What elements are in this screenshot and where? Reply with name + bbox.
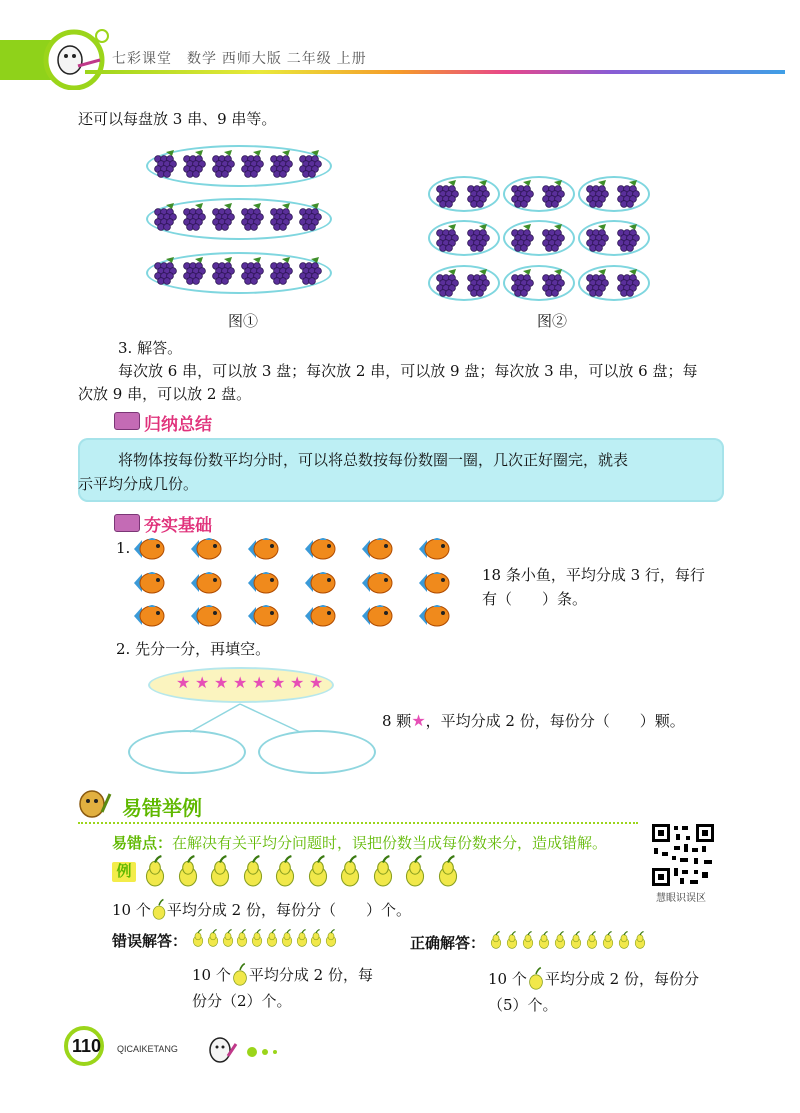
answer-line-2: 次放 9 串，可以放 2 盘。 — [78, 385, 252, 403]
summary-title: 归纳总结 — [144, 415, 212, 434]
star-icon: ★ — [290, 673, 305, 692]
pear-icon — [151, 898, 167, 920]
right-suffix: 平均分成 2 份，每份分 — [544, 970, 699, 988]
summary-line-1: 将物体按每份数平均分时，可以将总数按每份数圈一圈，几次正好圈完，就表 — [118, 451, 629, 469]
figure-1-label: 图① — [228, 312, 259, 330]
star-icon: ★ — [233, 673, 248, 692]
pear-icon — [209, 855, 231, 887]
grape-icon — [465, 269, 491, 297]
grape-icon — [615, 224, 641, 252]
pear-icon — [266, 929, 278, 947]
pear-icon — [251, 929, 263, 947]
pear-icon — [586, 931, 598, 949]
grape-icon — [540, 224, 566, 252]
star-icon: ★ — [309, 673, 324, 692]
grape-icon — [540, 180, 566, 208]
grape-icon — [210, 150, 236, 178]
grape-icon — [210, 257, 236, 285]
grape-icon — [615, 269, 641, 297]
pear-icon — [527, 966, 545, 990]
pear-icon — [207, 929, 219, 947]
q1-line-2: 有（ ）条。 — [482, 590, 588, 608]
pear-icon — [602, 931, 614, 949]
fish-icon — [417, 536, 451, 562]
example-badge: 例 — [112, 862, 136, 882]
example-question — [112, 898, 411, 921]
grape-icon — [509, 224, 535, 252]
header-rainbow-line — [85, 70, 785, 74]
grape-icon — [434, 180, 460, 208]
star-icon: ★ — [252, 673, 267, 692]
fish-icon — [189, 603, 223, 629]
wrong-prefix: 10 个 — [192, 966, 231, 984]
grape-icon — [239, 150, 265, 178]
footer-brand: QICAIKETANG — [117, 1044, 178, 1054]
pear-icon — [281, 929, 293, 947]
right-line-1 — [488, 966, 699, 990]
grape-icon — [584, 269, 610, 297]
wrong-line-1 — [192, 962, 373, 986]
fish-icon — [360, 570, 394, 596]
fish-icon — [303, 603, 337, 629]
grape-icon — [181, 203, 207, 231]
pear-icon — [310, 929, 322, 947]
answer-heading: 3. 解答。 — [118, 339, 183, 357]
grape-icon — [297, 257, 323, 285]
summary-line-2: 示平均分成几份。 — [78, 475, 199, 493]
basics-title: 夯实基础 — [144, 516, 212, 535]
q2-text — [382, 710, 685, 732]
fish-icon — [360, 603, 394, 629]
q2-prefix: 8 颗 — [382, 712, 412, 730]
pear-icon — [538, 931, 550, 949]
star-icon: ★ — [176, 673, 191, 692]
right-prefix: 10 个 — [488, 970, 527, 988]
star-icon: ★ — [271, 673, 286, 692]
thinking-mascot-icon — [76, 784, 112, 820]
errors-title: 易错举例 — [122, 798, 202, 820]
star-icon: ★ — [195, 673, 210, 692]
fish-icon — [417, 603, 451, 629]
star-icon: ★ — [411, 711, 426, 730]
q2-heading: 2. 先分一分，再填空。 — [116, 640, 271, 658]
mascot-footer-icon — [200, 1030, 290, 1076]
intro-text: 还可以每盘放 3 串、9 串等。 — [78, 110, 277, 128]
header-title: 七彩课堂 数学 西师大版 二年级 上册 — [112, 50, 367, 66]
error-point-text: 在解决有关平均分问题时，误把份数当成每份数来分，造成错解。 — [172, 834, 608, 852]
fish-icon — [132, 570, 166, 596]
error-point — [112, 832, 607, 855]
pear-icon — [177, 855, 199, 887]
pear-icon — [222, 929, 234, 947]
question-prefix: 10 个 — [112, 901, 151, 919]
pear-icon — [274, 855, 296, 887]
fish-icon — [360, 536, 394, 562]
grape-icon — [297, 203, 323, 231]
pear-icon — [144, 855, 166, 887]
pear-icon — [506, 931, 518, 949]
grape-icon — [210, 203, 236, 231]
fish-icon — [246, 536, 280, 562]
empty-group-oval — [128, 730, 246, 774]
pear-icon — [372, 855, 394, 887]
grape-icon — [509, 180, 535, 208]
fish-icon — [303, 570, 337, 596]
wrong-label: 错误解答： — [112, 933, 188, 950]
fish-icon — [246, 603, 280, 629]
figure-2-label: 图② — [537, 312, 568, 330]
grape-icon — [239, 203, 265, 231]
fish-icon — [189, 536, 223, 562]
grape-icon — [297, 150, 323, 178]
pear-icon — [231, 962, 249, 986]
grape-icon — [152, 257, 178, 285]
book-icon — [114, 514, 140, 532]
pear-icon — [437, 855, 459, 887]
dotted-divider — [78, 822, 638, 824]
grape-icon — [434, 269, 460, 297]
pear-icon — [307, 855, 329, 887]
right-line-2: （5）个。 — [488, 996, 558, 1014]
q2-suffix: ，平均分成 2 份，每份分（ ）颗。 — [425, 712, 685, 730]
pear-icon — [404, 855, 426, 887]
q1-number: 1. — [116, 539, 131, 557]
grape-icon — [434, 224, 460, 252]
pear-icon — [242, 855, 264, 887]
page-number: 110 — [72, 1036, 102, 1056]
qr-caption: 慧眼识误区 — [656, 893, 706, 904]
mascot-logo-icon — [40, 26, 110, 90]
grape-icon — [181, 257, 207, 285]
answer-line-1: 每次放 6 串，可以放 3 盘；每次放 2 串，可以放 9 盘；每次放 3 串，可以放 6 盘；每 — [118, 362, 698, 380]
grape-icon — [509, 269, 535, 297]
grape-icon — [181, 150, 207, 178]
grape-icon — [268, 257, 294, 285]
fish-icon — [246, 570, 280, 596]
pear-icon — [522, 931, 534, 949]
fish-icon — [132, 603, 166, 629]
empty-group-oval — [258, 730, 376, 774]
wrong-suffix: 平均分成 2 份，每 — [248, 966, 373, 984]
question-suffix: 平均分成 2 份，每份分（ ）个。 — [166, 901, 411, 919]
grape-icon — [152, 150, 178, 178]
star-icon: ★ — [214, 673, 229, 692]
pear-icon — [554, 931, 566, 949]
pear-icon — [570, 931, 582, 949]
grape-icon — [584, 180, 610, 208]
pear-icon — [236, 929, 248, 947]
qr-code-icon[interactable] — [650, 822, 716, 888]
error-point-label: 易错点： — [112, 835, 173, 852]
grape-icon — [268, 150, 294, 178]
pear-icon — [339, 855, 361, 887]
fish-icon — [189, 570, 223, 596]
fish-icon — [417, 570, 451, 596]
grape-icon — [584, 224, 610, 252]
book-icon — [114, 412, 140, 430]
fish-icon — [132, 536, 166, 562]
q1-line-1: 18 条小鱼，平均分成 3 行，每行 — [482, 566, 705, 584]
pear-icon — [296, 929, 308, 947]
grape-icon — [615, 180, 641, 208]
grape-icon — [268, 203, 294, 231]
pear-icon — [192, 929, 204, 947]
grape-icon — [152, 203, 178, 231]
pear-icon — [634, 931, 646, 949]
pear-icon — [325, 929, 337, 947]
wrong-line-2: 份分（2）个。 — [192, 992, 292, 1010]
grape-icon — [239, 257, 265, 285]
fish-icon — [303, 536, 337, 562]
grape-icon — [540, 269, 566, 297]
grape-icon — [465, 180, 491, 208]
pear-icon — [618, 931, 630, 949]
right-label: 正确解答： — [410, 935, 486, 952]
grape-icon — [465, 224, 491, 252]
pear-icon — [490, 931, 502, 949]
